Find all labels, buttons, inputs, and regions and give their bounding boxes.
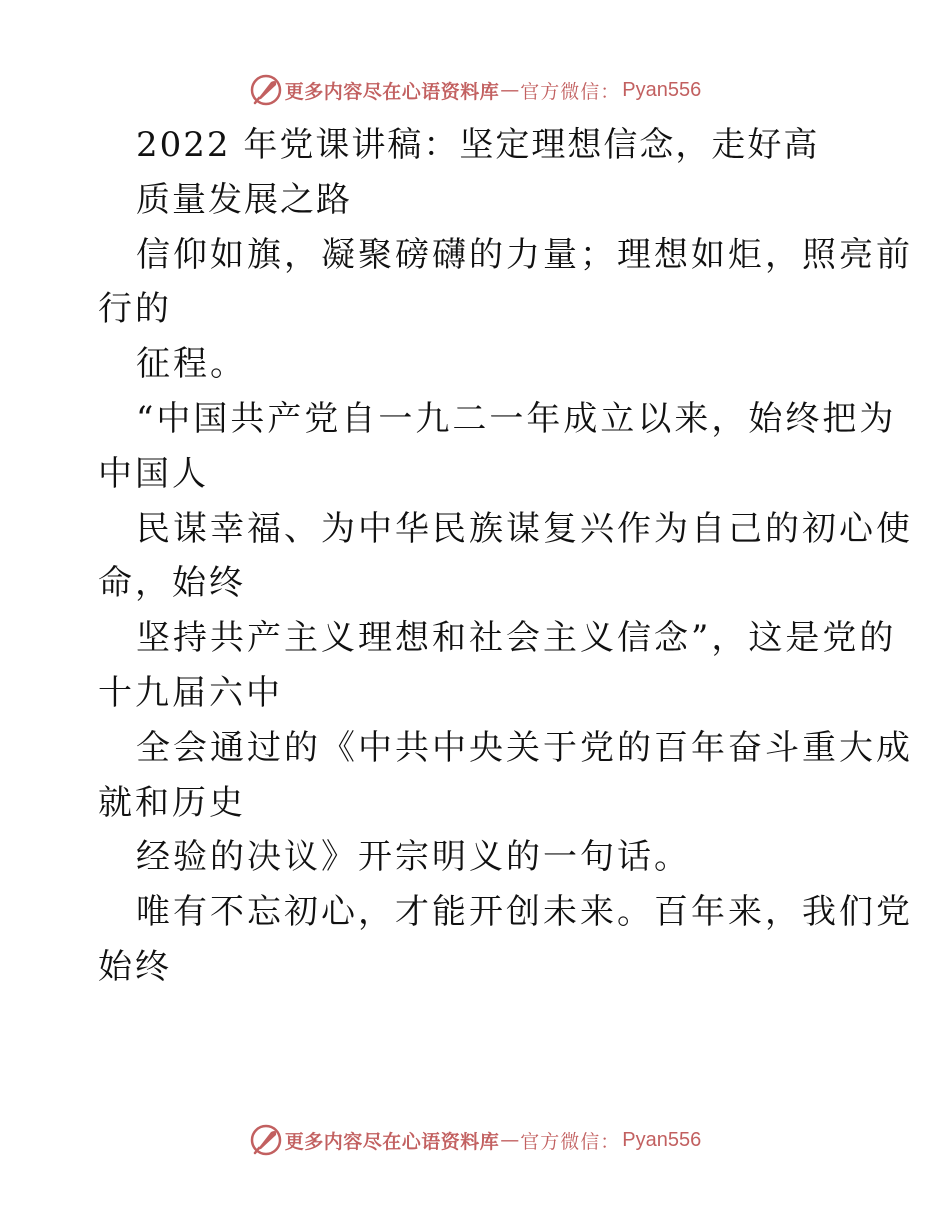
paragraph-line: 民谋幸福、为中华民族谋复兴作为自己的初心使 — [136, 508, 913, 549]
paragraph-line: 唯有不忘初心，才能开创未来。百年来，我们党 — [136, 892, 913, 933]
banner-wechat-label: 官方微信： — [520, 1130, 621, 1153]
quill-pen-logo-icon — [249, 1123, 283, 1157]
paragraph-line: 十九届六中 — [98, 672, 283, 713]
document-body — [98, 118, 913, 995]
banner-wechat-id: Pyan556 — [622, 78, 702, 101]
paragraph-line: 经验的决议》开宗明义的一句话。 — [136, 837, 691, 878]
banner-wechat-id: Pyan556 — [622, 1128, 702, 1151]
banner-main-text: 更多内容尽在心语资料库 — [284, 1130, 500, 1153]
paragraph-line: 命，始终 — [98, 563, 246, 604]
header-banner — [0, 70, 950, 110]
paragraph-line: 全会通过的《中共中央关于党的百年奋斗重大成 — [136, 727, 913, 768]
paragraph-line: 坚持共产主义理想和社会主义信念”，这是党的 — [136, 618, 897, 659]
footer-banner — [0, 1120, 950, 1160]
paragraph-line: “中国共产党自一九二一年成立以来，始终把为 — [136, 398, 897, 439]
paragraph-line: 就和历史 — [98, 782, 246, 823]
banner-dash: — — [500, 1129, 520, 1151]
banner-dash: — — [500, 79, 520, 101]
quill-pen-logo-icon — [249, 73, 283, 107]
banner-wechat-label: 官方微信： — [520, 80, 621, 103]
document-title-line-1: 2022 年党课讲稿：坚定理想信念，走好高 — [136, 125, 820, 165]
banner-main-text: 更多内容尽在心语资料库 — [284, 80, 500, 103]
paragraph-line: 始终 — [98, 946, 172, 987]
paragraph-line: 行的 — [98, 289, 172, 330]
document-title-line-2: 质量发展之路 — [136, 179, 352, 220]
paragraph-line: 征程。 — [136, 344, 247, 385]
paragraph-line: 信仰如旗，凝聚磅礴的力量；理想如炬，照亮前 — [136, 234, 913, 275]
paragraph-line: 中国人 — [98, 453, 209, 494]
